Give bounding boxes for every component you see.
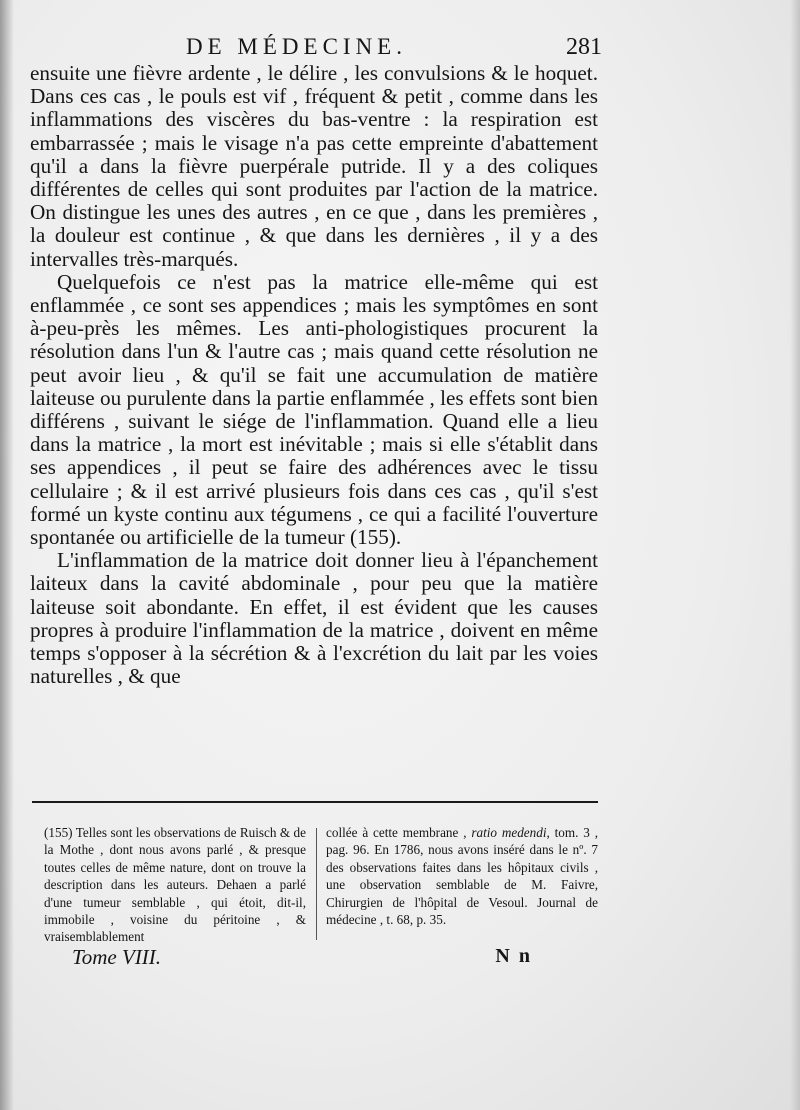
footnote-italic-title: ratio medendi [471, 825, 547, 840]
paragraph-3: L'inflammation de la matrice doit donner lieu à l'épanchement laiteux dans la cavité abdominale , pour peu que la matière laiteuse soit abondante. En effet, il est évident que les causes propres à produire l'inflammation de la matrice , doivent en même temps s'opposer à la sécrétion & à l'excrétion du lait par les voies naturelles , & que [30, 548, 598, 689]
paragraph-1: ensuite une fièvre ardente , le délire , les convulsions & le hoquet. Dans ces cas , le pouls est vif , fréquent & petit , comme dans les inflammations des viscères du bas-ventre : la respiration est embarrassée ; mais le visage n'a pas cette empreinte d'abattement qu'il a dans la fièvre puerpérale putride. Il y a des coliques différentes de celles qui sont produites par l'action de la matrice. On distingue les unes des autres , en ce que , dans les premières , la douleur est continue , & que dans les dernières , il y a des intervalles très-marqués. [30, 61, 598, 271]
page-edge-shadow [790, 0, 800, 1110]
binding-shadow [0, 0, 14, 1110]
signature-mark: N n [495, 945, 532, 967]
volume-label: Tome VIII. [72, 945, 162, 969]
footnote-rule [32, 801, 598, 803]
footnote-column-divider [316, 828, 317, 940]
running-title: DE MÉDECINE. [186, 34, 407, 59]
footnote-155-continued [326, 824, 598, 928]
page-footer [72, 945, 532, 975]
footnote-text-start: collée à cette membrane , [326, 825, 472, 840]
footnote-text-end: , tom. 3 , pag. 96. En 1786, nous avons inséré dans le nº. 7 des observations faites dans les hôpitaux civils , une observation semblable de M. Faivre, Chirurgien de l'hôpital de Vesoul. Journal de médecine , t. 68, p. 35. [326, 825, 598, 928]
page-number: 281 [566, 34, 602, 60]
paragraph-2: Quelquefois ce n'est pas la matrice elle-même qui est enflammée , ce sont ses appendices ; mais les symptômes en sont à-peu-près les mêmes. Les anti-phologistiques procurent la résolution dans l'un & l'autre cas ; mais quand cette résolution ne peut avoir lieu , & qu'il se fait une accumulation de matière laiteuse ou purulente dans la partie enflammée , les effets sont bien différens , suivant le siége de l'inflammation. Quand elle a lieu dans la matrice , la mort est inévitable ; mais si elle s'établit dans ses appendices , il peut se faire des adhérences avec le tissu cellulaire ; & il est arrivé plusieurs fois dans ces cas , qu'il s'est formé un kyste continu aux tégumens , ce qui a facilité l'ouverture spontanée ou artificielle de la tumeur (155). [30, 269, 598, 550]
main-text [30, 62, 598, 688]
footnotes [44, 824, 598, 944]
footnote-155: (155) Telles sont les observations de Ruisch & de la Mothe , dont nous avons parlé , & presque toutes celles de même nature, dont on trouve la description dans les auteurs. Dehaen a parlé d'une tumeur semblable , qui étoit, dit-il, immobile , voisine du péritoine , & vraisemblablement [44, 825, 306, 945]
